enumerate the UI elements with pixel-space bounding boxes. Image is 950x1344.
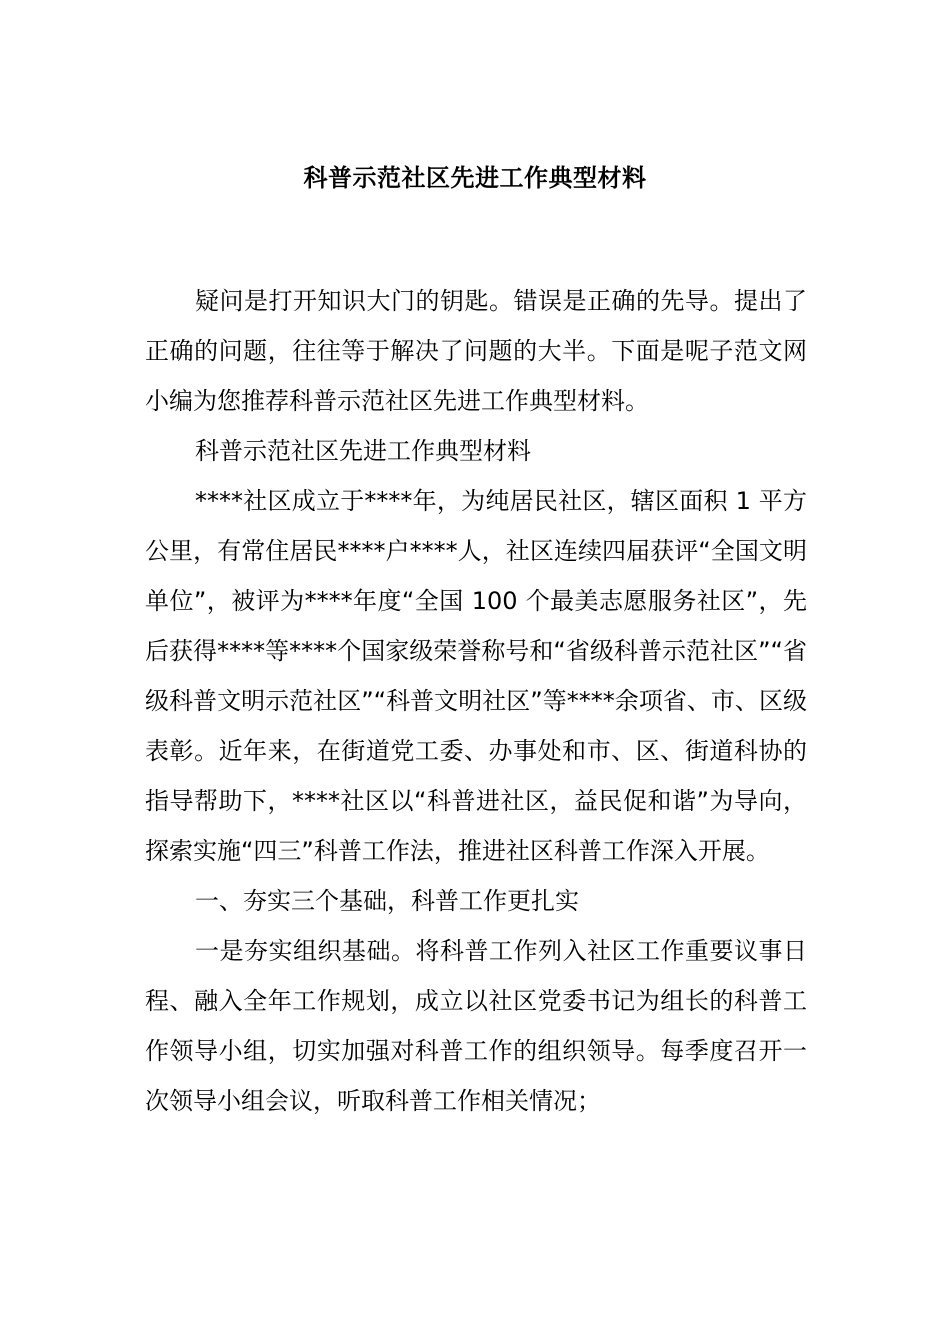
organization-foundation-paragraph: 一是夯实组织基础。将科普工作列入社区工作重要议事日程、融入全年工作规划，成立以社区党委书记为组长的科普工作领导小组，切实加强对科普工作的组织领导。每季度召开一次领导小组会议，听取科普工作相关情况；: [145, 937, 807, 1115]
subtitle-paragraph: 科普示范社区先进工作典型材料: [195, 437, 531, 465]
section-heading-1: 一、夯实三个基础，科普工作更扎实: [195, 887, 579, 915]
intro-paragraph: 疑问是打开知识大门的钥匙。错误是正确的先导。提出了正确的问题，往往等于解决了问题的大半。下面是呢子范文网小编为您推荐科普示范社区先进工作典型材料。: [145, 287, 807, 415]
document-body: [145, 276, 807, 1126]
community-overview-paragraph: ****社区成立于****年，为纯居民社区，辖区面积 1 平方公里，有常住居民****户****人，社区连续四届获评“全国文明单位”，被评为****年度“全国 100 个最美志愿服务社区”，先后获得****等****个国家级荣誉称号和“省级科普示范社区”“省级科普文明示范社区”“科普文明社区”等****余项省、市、区级表彰。近年来，在街道党工委、办事处和市、区、街道科协的指导帮助下，****社区以“科普进社区，益民促和谐”为导向，探索实施“四三”科普工作法，推进社区科普工作深入开展。: [145, 487, 807, 865]
document-title: 科普示范社区先进工作典型材料: [303, 164, 647, 192]
